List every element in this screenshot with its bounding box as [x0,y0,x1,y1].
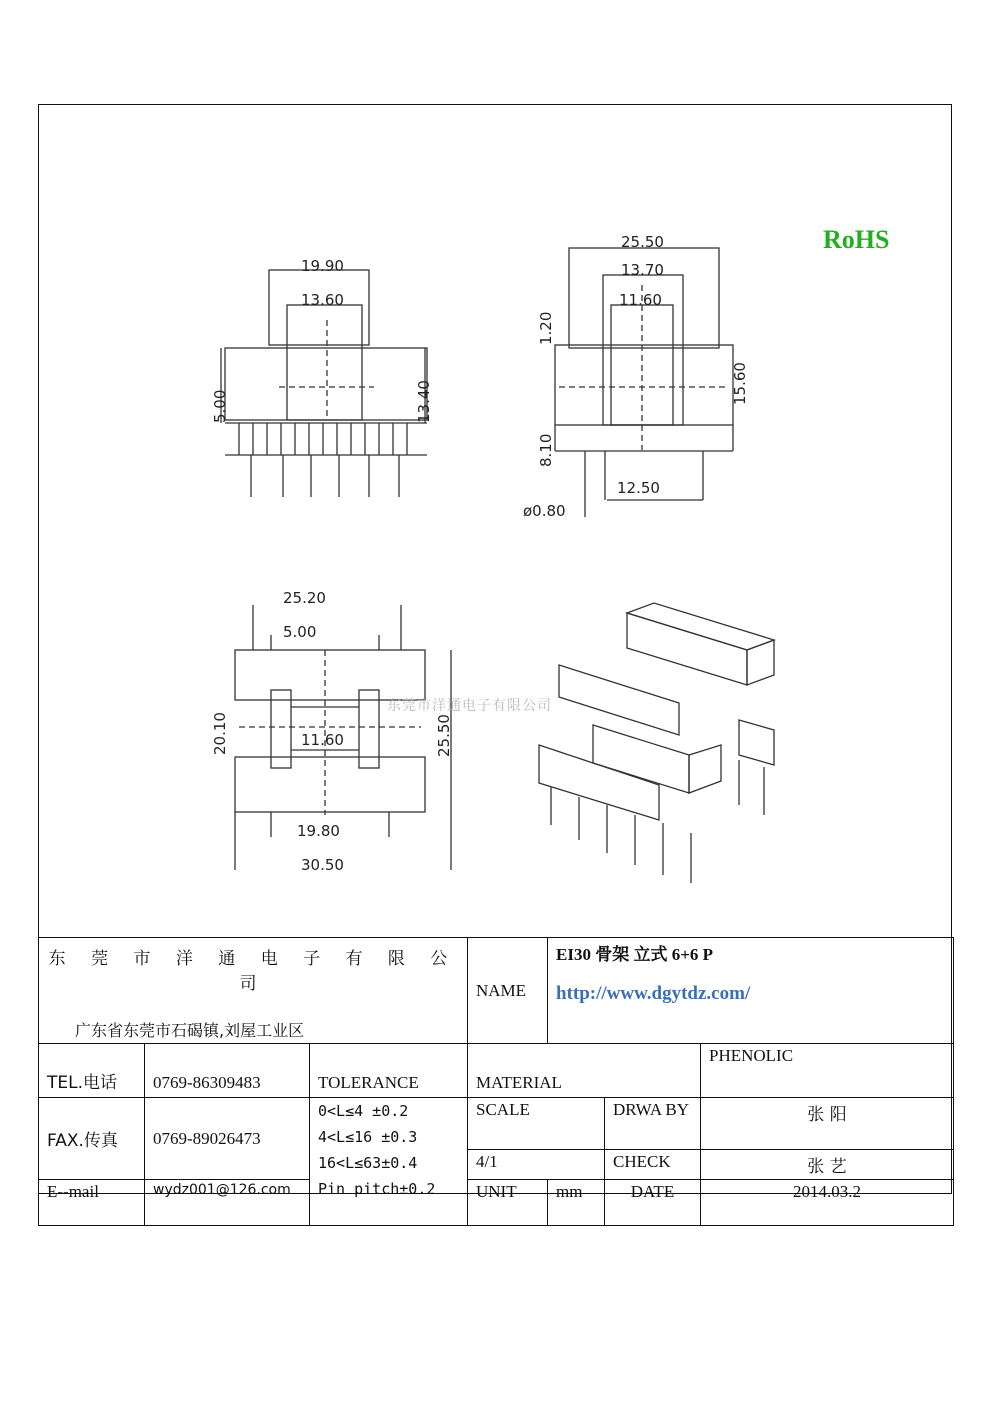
drawing-sheet [38,104,952,1201]
tolerance-row: 0<L≤4 ±0.2 [318,1102,409,1120]
dim-d: 5.00 [211,389,229,423]
unit-label: UNIT [468,1180,548,1226]
dim-b: 13.60 [301,291,344,309]
date-label: DATE [605,1180,701,1226]
dim-o: 11.60 [301,731,344,749]
name-label: NAME [468,938,548,1044]
material-label: MATERIAL [468,1044,701,1098]
rohs-badge: RoHS [823,225,890,254]
tolerance-row: 4<L≤16 ±0.3 [318,1128,418,1146]
website-link[interactable]: http://www.dgytdz.com/ [556,983,751,1004]
tolerance-label: TOLERANCE [310,1044,468,1098]
part-name: EI30 骨架 立式 6+6 P [556,945,714,964]
dim-k: 12.50 [617,479,660,497]
dim-p: 20.10 [211,712,229,755]
check-label: CHECK [605,1150,701,1180]
scale-value: 4/1 [468,1150,605,1180]
date-value: 2014.03.2 [701,1180,954,1226]
dim-s: ø0.80 [523,502,566,520]
dim-r: 30.50 [301,856,344,874]
side-dims [523,233,749,520]
check-value: 张 艺 [701,1150,954,1180]
tolerance-list [310,1098,468,1226]
dim-h: 1.20 [537,311,555,345]
tolerance-row: 16<L≤63±0.4 [318,1154,418,1172]
name-cell [548,938,954,1044]
title-block [38,937,954,1226]
email-label: E--mail [39,1180,145,1226]
dim-f: 13.70 [621,261,664,279]
dim-q: 19.80 [297,822,340,840]
side-view [555,248,733,517]
front-dims [211,257,433,423]
dim-m: 5.00 [283,623,317,641]
fax-value: 0769-89026473 [145,1098,310,1180]
company-name: 东 莞 市 洋 通 电 子 有 限 公 司 [48,949,458,994]
drawn-label: DRWA BY [605,1098,701,1150]
dim-j: 8.10 [537,433,555,467]
dim-n: 25.50 [435,714,453,757]
tel-value: 0769-86309483 [145,1044,310,1098]
material-value: PHENOLIC [701,1044,954,1098]
watermark: 东莞市洋通电子有限公司 [387,698,552,714]
dim-l: 25.20 [283,589,326,607]
fax-label: FAX.传真 [39,1098,145,1180]
dim-i: 15.60 [731,362,749,405]
top-dims [211,589,453,874]
drawn-value: 张 阳 [701,1098,954,1150]
dim-g: 11.60 [619,291,662,309]
technical-drawing [39,105,953,937]
email-value[interactable]: wydz001@126.com [145,1180,310,1226]
tolerance-row: Pin pitch±0.2 [318,1180,436,1198]
unit-value: mm [548,1180,605,1226]
dim-c: 13.40 [415,380,433,423]
dim-a: 19.90 [301,257,344,275]
dim-e: 25.50 [621,233,664,251]
scale-label: SCALE [468,1098,605,1150]
company-address: 广东省东莞市石碣镇,刘屋工业区 [75,1021,305,1040]
tel-label: TEL.电话 [39,1044,145,1098]
isometric-view [539,603,774,883]
company-cell [39,938,468,1044]
